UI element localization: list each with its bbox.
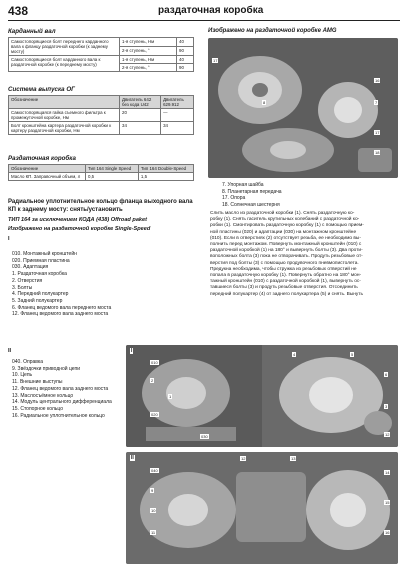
callout: 18 <box>375 150 380 155</box>
text-line: верстия под болты (3) с помощью продувочного пневмопистолета. <box>210 260 359 266</box>
list-item: 4. Передний полукартер <box>12 291 69 298</box>
running-title: раздаточная коробка <box>158 5 264 16</box>
transfer-case-oil-table <box>8 164 194 181</box>
callout: 030 <box>201 434 208 439</box>
page-header <box>8 4 400 21</box>
text-line: попала в раздаточную коробку (1). Повернуть обратно на 180° мон- <box>210 273 362 279</box>
table-header-row <box>9 165 194 173</box>
list-item: 15. Стопорное кольцо <box>12 405 63 412</box>
panel-i-photo <box>126 345 398 447</box>
procedure-heading: Радиальное уплотнительное кольцо фланца выходного вала КП к заднему мосту: снять/установить <box>8 199 193 213</box>
table-cell: 2-я ступень, ° <box>120 47 177 56</box>
callout: 12 <box>385 432 390 437</box>
table-row <box>9 38 194 47</box>
table-cell: Самостопорящаяся гайка съемного фильтра к промежуточной коробке, Нм <box>9 109 120 122</box>
text-line: робку (1). Снять гаситель крутильных колебаний с раздаточной ко- <box>210 217 360 223</box>
table-header-cell: Тип 164 Double-Speed <box>138 165 193 173</box>
driveshaft-torque-table <box>8 37 194 72</box>
text-line: Предукна необходима, чтобы стружка из резьбовых отверстий не <box>210 266 357 272</box>
table-row <box>9 109 194 122</box>
callout: 5 <box>351 352 354 357</box>
callout: 020 <box>151 412 158 417</box>
table-cell: 90 <box>177 47 194 56</box>
table-row <box>9 56 194 64</box>
list-ii-marker: II <box>8 348 12 354</box>
callout: 17 <box>213 58 218 63</box>
table-header-cell: Двигатель 642 без кода U42 <box>120 96 161 109</box>
exhaust-torque-table <box>8 95 194 135</box>
table-row <box>9 173 194 181</box>
callout: 2 <box>151 378 154 383</box>
list-item: 16. Радиальное уплотнительное кольцо <box>12 412 105 419</box>
figure-caption-amg: Изображено на раздаточной коробке AMG <box>208 28 337 34</box>
table-cell: 40 <box>177 38 194 47</box>
text-line: робки (1). Смонтировать раздаточную коробку (1) с помощью прием- <box>210 223 364 229</box>
section-title-exhaust: Система выпуска ОГ <box>8 86 75 93</box>
list-item: 6. Фланец ведомого вала переднего моста <box>12 304 112 311</box>
table-cell: 20 <box>120 109 161 122</box>
table-cell: 90 <box>177 64 194 72</box>
parts-list-ii <box>12 359 124 419</box>
list-item: 18. Солнечная шестерня <box>222 202 280 209</box>
table-cell: 0,5 <box>86 173 139 181</box>
table-cell: 1-я ступень, Нм <box>120 38 177 47</box>
table-cell: Самостопорящиеся болт переднего карданного вала к фланцу раздаточной коробки (к заднему мосту) <box>9 38 120 56</box>
list-item: 10. Цепь <box>12 372 33 379</box>
text-line: (010). Если в отверстиях (2) отсутствует резьба, ее необходимо вы- <box>210 235 361 241</box>
text-line: передний полукартер (4) от заднего полукартера (5) и снять. Вынуть <box>210 291 364 297</box>
callout: 1 <box>169 394 172 399</box>
table-cell: Самостопорящиеся болт карданного вала к раздаточной коробке (к переднему мосту) <box>9 56 120 72</box>
procedure-applicability: ТИП 164 за исключением КОДА (438) Offroad paket <box>8 217 148 223</box>
procedure-body-text <box>210 211 400 298</box>
table-cell: 34 <box>120 122 161 135</box>
list-item: 030. Адаптация <box>12 264 49 271</box>
list-item: 12. Фланец ведомого вала заднего моста <box>12 311 109 318</box>
callout: 16 <box>375 78 380 83</box>
amg-transfer-case-photo <box>208 38 398 178</box>
text-line: ной пластины (020) и адаптации (030) на монтажном кронштейне <box>210 229 357 235</box>
list-item: 14. Модуль центрального дифференциала <box>12 399 112 406</box>
table-cell: 1-я ступень, Нм <box>120 56 177 64</box>
callout: 13 <box>291 456 296 461</box>
list-item: 7. Упорная шайба <box>222 182 264 188</box>
callout: 10 <box>151 508 156 513</box>
callout: 040 <box>151 468 158 473</box>
list-item: 8. Планетарная передача <box>222 188 282 195</box>
callout: 11 <box>151 530 156 535</box>
section-title-transfer-case: Раздаточная коробка <box>8 155 76 162</box>
panel-ii-photo <box>126 452 398 564</box>
amg-figure-legend <box>222 182 398 209</box>
callout: 12 <box>241 456 246 461</box>
callout: 15 <box>385 500 390 505</box>
panel-ii-label: II <box>131 455 134 461</box>
text-line: Слить масло из раздаточной коробки (1). Снять раздаточную ко- <box>210 211 355 216</box>
text-line: тавшиеся болты (3) и продуть резьбовые отверстия. Отсоединить <box>210 285 358 291</box>
list-item: 12. Фланец ведомого вала заднего моста <box>12 385 109 392</box>
list-item: 5. Задний полукартер <box>12 297 63 304</box>
callout: 3 <box>385 404 388 409</box>
list-item: 1. Раздаточная коробка <box>12 271 67 278</box>
table-cell: 34 <box>161 122 194 135</box>
table-cell: — <box>161 109 194 122</box>
list-item: 13. Маслосъёмное кольцо <box>12 392 74 399</box>
callout: 17 <box>375 130 380 135</box>
list-item: 040. Оправка <box>12 359 44 365</box>
text-line: полнить перед монтажом. Повернуть монтажный кронштейн (010) с <box>210 242 362 248</box>
callout: 4 <box>293 352 296 357</box>
panel-i-label: I <box>131 348 133 354</box>
list-item: 11. Внешние выступы <box>12 379 63 386</box>
list-item: 3. Болты <box>12 284 33 291</box>
table-header-cell: Обозначение <box>9 96 120 109</box>
callout: 010 <box>151 360 158 365</box>
text-line: воположных болта (3) пока не отворачивать. Продуть резьбовые от- <box>210 254 363 260</box>
table-header-cell: Обозначение <box>9 165 86 173</box>
text-line: раздаточной коробкой (1) на 180° и вывернуть болты (3). Два проти- <box>210 248 363 254</box>
page-number: 438 <box>8 4 29 18</box>
table-cell: 40 <box>177 56 194 64</box>
table-row <box>9 122 194 135</box>
parts-list-i <box>12 251 124 318</box>
table-cell: Болт кронштейна картера раздаточной коробки к картеру раздаточной коробки, Нм <box>9 122 120 135</box>
list-item: 17. Опора <box>222 195 246 202</box>
table-cell: 1,5 <box>138 173 193 181</box>
callout: 14 <box>385 470 390 475</box>
table-header-cell: Тип 164 Single Speed <box>86 165 139 173</box>
list-i-marker: I <box>8 236 10 242</box>
callout: 9 <box>151 488 154 493</box>
callout: 7 <box>375 100 378 105</box>
list-item: 9. Звёздочки приводной цепи <box>12 365 81 372</box>
table-cell: 2-я ступень, ° <box>120 64 177 72</box>
callout: 16 <box>385 530 390 535</box>
callout: 6 <box>385 372 388 377</box>
procedure-figure-note: Изображено на раздаточной коробке Single-Speed <box>8 226 151 232</box>
text-line: тажный кронштейн (010) с раздаточной коробкой (1), вывернуть ос- <box>210 279 361 285</box>
list-item: 010. Монтажный кронштейн <box>12 251 77 257</box>
table-header-row <box>9 96 194 109</box>
section-title-driveshaft: Карданный вал <box>8 28 56 35</box>
table-header-cell: Двигатель 629.912 <box>161 96 194 109</box>
list-item: 020. Приемная пластина <box>12 257 70 264</box>
list-item: 2. Отверстия <box>12 277 43 284</box>
table-cell: Масло КП. Заправочный объем, л <box>9 173 86 181</box>
callout: 8 <box>263 100 266 105</box>
